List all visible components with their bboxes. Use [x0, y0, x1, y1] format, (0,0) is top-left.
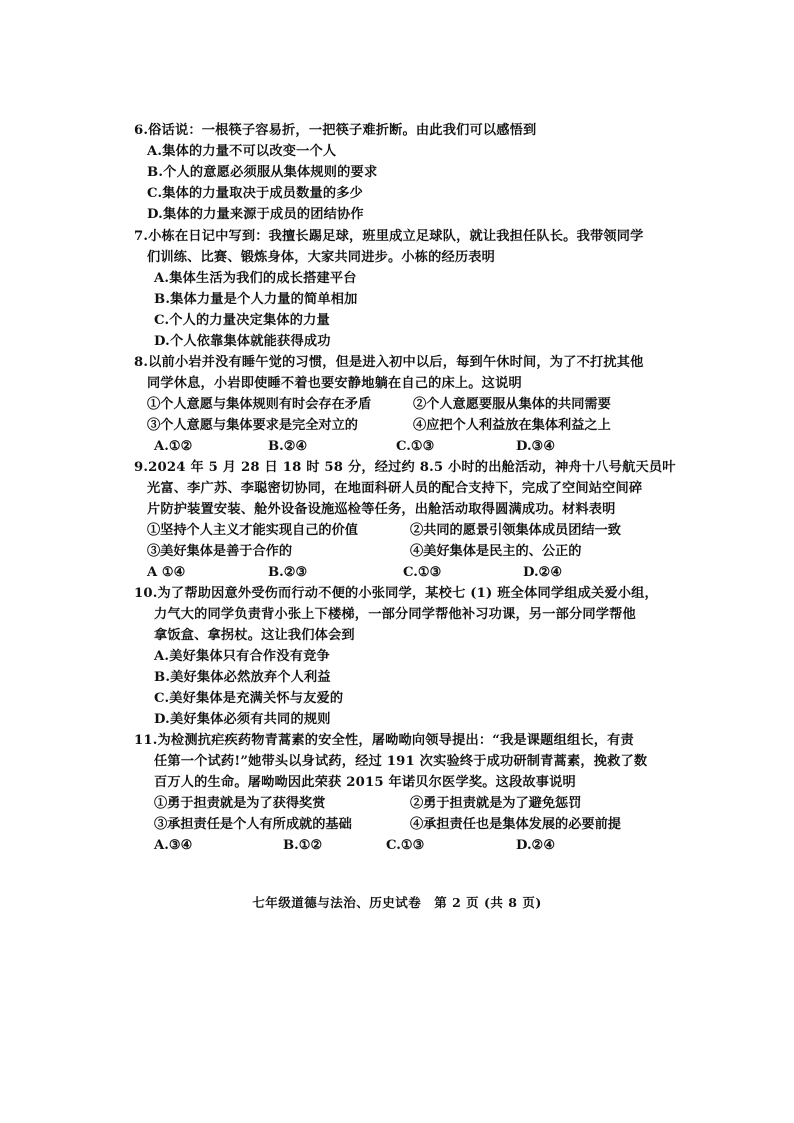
q10-stem-line1: 10.为了帮助因意外受伤而行动不便的小张同学，某校七 (1) 班全体同学组成关爱小组， [134, 586, 658, 601]
q6-option-c: C.集体的力量取决于成员数量的多少 [147, 186, 364, 201]
q11-option-a: A.③④ [154, 838, 193, 853]
q6-option-d: D.集体的力量来源于成员的团结协作 [147, 207, 364, 222]
q6-option-b: B.个人的意愿必须服从集体规则的要求 [147, 165, 378, 180]
q7-option-b: B.集体力量是个人力量的简单相加 [154, 292, 358, 307]
q9-statement-2: ②共同的愿景引领集体成员团结一致 [410, 523, 621, 538]
q6-stem: 6.俗话说：一根筷子容易折，一把筷子难折断。由此我们可以感悟到 [134, 123, 537, 138]
q10-stem-line2: 力气大的同学负责背小张上下楼梯，一部分同学帮他补习功课，另一部分同学帮他 [154, 607, 636, 622]
q10-stem-line3: 拿饭盒、拿拐杖。这让我们体会到 [154, 628, 355, 643]
q11-option-b: B.①② [283, 838, 323, 853]
q9-statement-1: ①坚持个人主义才能实现自己的价值 [147, 523, 358, 538]
q7-stem-line2: 们训练、比赛、锻炼身体，大家共同进步。小栋的经历表明 [147, 250, 496, 265]
q7-option-c: C.个人的力量决定集体的力量 [154, 313, 330, 328]
q10-option-b: B.美好集体必然放弃个人利益 [154, 670, 331, 685]
q9-option-a: A ①④ [147, 565, 186, 580]
page-footer: 七年级道德与法治、历史试卷 第 2 页 (共 8 页) [252, 895, 542, 910]
q9-statement-3: ③美好集体是善于合作的 [147, 544, 293, 559]
q9-option-d: D.②④ [523, 565, 563, 580]
q11-statement-2: ②勇于担责就是为了避免惩罚 [410, 796, 582, 811]
q8-option-d: D.③④ [516, 439, 556, 454]
q11-statement-3: ③承担责任是个人有所成就的基础 [154, 817, 352, 832]
q7-option-a: A.集体生活为我们的成长搭建平台 [154, 271, 357, 286]
q9-stem-line3: 片防护装置安装、舱外设备设施巡检等任务，出舱活动取得圆满成功。材料表明 [147, 502, 616, 517]
q9-stem-line1: 9.2024 年 5 月 28 日 18 时 58 分，经过约 8.5 小时的出舱活动，神舟十八号航天员叶 [134, 460, 676, 475]
q11-statement-1: ①勇于担责就是为了获得奖赏 [154, 796, 326, 811]
q11-stem-line3: 百万人的生命。屠呦呦因此荣获 2015 年诺贝尔医学奖。这段故事说明 [154, 775, 576, 790]
q8-statement-4: ④应把个人利益放在集体利益之上 [413, 418, 611, 433]
q10-option-d: D.美好集体必须有共同的规则 [154, 712, 331, 727]
q8-statement-3: ③个人意愿与集体要求是完全对立的 [147, 418, 358, 433]
q6-option-a: A.集体的力量不可以改变一个人 [147, 144, 337, 159]
q7-option-d: D.个人依靠集体就能获得成功 [154, 334, 331, 349]
q11-option-c: C.①③ [386, 838, 425, 853]
q11-statement-4: ④承担责任也是集体发展的必要前提 [410, 817, 621, 832]
q8-statement-2: ②个人意愿要服从集体的共同需要 [413, 397, 611, 412]
q8-stem-line1: 8.以前小岩并没有睡午觉的习惯，但是进入初中以后，每到午休时间，为了不打扰其他 [134, 355, 644, 370]
q8-statement-1: ①个人意愿与集体规则有时会存在矛盾 [147, 397, 372, 412]
q8-stem-line2: 同学休息，小岩即使睡不着也要安静地躺在自己的床上。这说明 [147, 376, 522, 391]
q11-option-d: D.②④ [516, 838, 556, 853]
q8-option-b: B.②④ [268, 439, 308, 454]
q10-option-c: C.美好集体是充满关怀与友爱的 [154, 691, 344, 706]
q9-stem-line2: 光富、李广苏、李聪密切协同，在地面科研人员的配合支持下，完成了空间站空间碎 [147, 481, 643, 496]
q9-statement-4: ④美好集体是民主的、公正的 [410, 544, 582, 559]
q8-option-a: A.①② [154, 439, 193, 454]
q10-option-a: A.美好集体只有合作没有竞争 [154, 649, 330, 664]
q11-stem-line2: 任第一个试药!”她带头以身试药，经过 191 次实验终于成功研制青蒿素，挽救了数 [154, 754, 648, 769]
q11-stem-line1: 11.为检测抗疟疾药物青蒿素的安全性，屠呦呦向领导提出：“我是课题组组长，有责 [134, 733, 634, 748]
q9-option-c: C.①③ [403, 565, 442, 580]
q8-option-c: C.①③ [396, 439, 435, 454]
q7-stem-line1: 7.小栋在日记中写到：我擅长踢足球，班里成立足球队，就让我担任队长。我带领同学 [134, 229, 644, 244]
q9-option-b: B.②③ [268, 565, 308, 580]
